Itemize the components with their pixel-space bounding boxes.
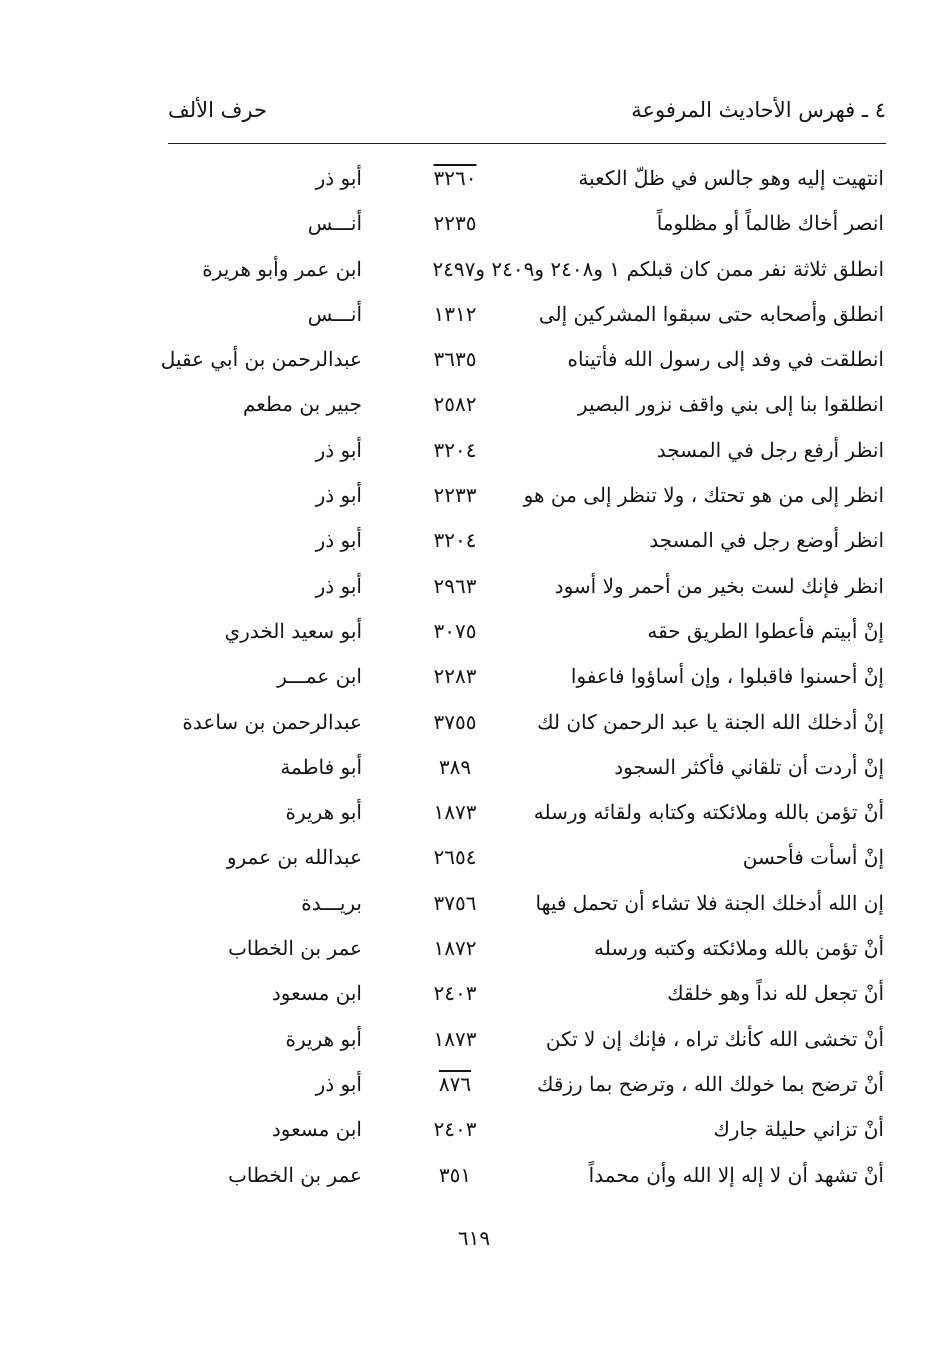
index-row [0,609,948,654]
hadith-text: إنْ أردت أن تلقاني فأكثر السجود [614,754,884,779]
index-row [0,382,948,427]
hadith-number: ٢٤٠٣ [433,1117,477,1142]
hadith-number: ٣٢٦٠ [433,166,477,190]
hadith-number: ٢٢٨٣ [433,664,477,689]
hadith-text: انطلق ثلاثة نفر ممن كان قبلكم ١ و٢٤٠٨ و٢٤٠٩ و٢٤٩٧ [432,256,884,281]
hadith-number: ٣٦٣٥ [433,347,477,372]
hadith-text: أنْ تخشى الله كأنك تراه ، فإنك إن لا تكن [545,1026,884,1051]
hadith-text: انتهيت إليه وهو جالس في ظلّ الكعبة [578,166,884,190]
header-divider [168,143,886,144]
hadith-text: انظر أوضع رجل في المسجد [649,528,884,553]
hadith-number: ٣٧٥٦ [433,890,477,915]
narrator-name: ابن عمر وأبو هريرة [202,256,362,281]
hadith-number: ١٨٧٣ [433,800,477,825]
narrator-name: عمر بن الخطاب [228,1162,362,1187]
hadith-number: ٨٧٦ [438,1071,472,1096]
narrator-name: أبو هريرة [285,800,362,825]
hadith-number: ٣٢٠٤ [433,437,477,462]
index-row [0,1017,948,1062]
index-row [0,564,948,609]
narrator-name: ابن عمـــر [277,664,362,689]
hadith-text: أنْ تزاني حليلة جارك [713,1117,884,1142]
hadith-text: إنْ أبيتم فأعطوا الطريق حقه [647,618,884,643]
hadith-number: ٢٦٥٤ [433,845,477,870]
hadith-text: انظر أرفع رجل في المسجد [656,437,884,462]
hadith-number: ١٨٧٣ [433,1026,477,1051]
narrator-name: أبو فاطمة [280,754,362,779]
hadith-text: انطلقت في وفد إلى رسول الله فأتيناه [567,347,884,372]
narrator-name: ابن مسعود [271,981,362,1006]
index-row [0,1062,948,1107]
index-row [0,518,948,563]
hadith-text: انصر أخاك ظالماً أو مظلوماً [656,211,884,236]
narrator-name: أبو ذر [315,573,362,598]
narrator-name: أبو ذر [315,483,362,508]
hadith-text: أنْ تشهد أن لا إله إلا الله وأن محمداً [588,1162,884,1187]
hadith-text: أنْ تؤمن بالله وملائكته وكتبه ورسله [593,936,884,961]
index-row [0,700,948,745]
narrator-name: أبو سعيد الخدري [224,618,362,643]
index-row [0,337,948,382]
hadith-text: انظر إلى من هو تحتك ، ولا تنظر إلى من هو [523,483,884,508]
narrator-name: جبير بن مطعم [242,392,362,417]
hadith-number: ٢٢٣٣ [433,483,477,508]
hadith-number: ٣٥١ [438,1162,472,1187]
hadith-text: أنْ ترضح بما خولك الله ، وترضح بما رزقك [536,1071,884,1096]
hadith-index-list [0,156,948,1198]
index-row [0,790,948,835]
hadith-text: إن الله أدخلك الجنة فلا تشاء أن تحمل فيها [535,890,884,915]
narrator-name: أبو هريرة [285,1026,362,1051]
index-row [0,292,948,337]
hadith-number: ١٣١٢ [433,301,477,326]
section-title: ٤ ـ فهرس الأحاديث المرفوعة [631,98,886,122]
hadith-text: انظر فإنك لست بخير من أحمر ولا أسود [554,573,884,598]
hadith-number: ٢٤٠٣ [433,981,477,1006]
hadith-number: ١٨٧٢ [433,936,477,961]
index-row [0,971,948,1016]
hadith-text: انطلق وأصحابه حتى سبقوا المشركين إلى [538,301,884,326]
hadith-text: انطلقوا بنا إلى بني واقف نزور البصير [577,392,884,417]
narrator-name: عبدالرحمن بن ساعدة [182,709,362,734]
narrator-name: ابن مسعود [271,1117,362,1142]
narrator-name: أبو ذر [315,437,362,462]
index-row [0,1153,948,1198]
hadith-number: ٣٨٩ [438,754,472,779]
hadith-number: ٣٧٥٥ [433,709,477,734]
hadith-text: أنْ تجعل لله نداً وهو خلقك [667,981,884,1006]
narrator-name: أنـــس [307,301,362,326]
letter-title: حرف الألف [168,98,267,122]
hadith-text: أنْ تؤمن بالله وملائكته وكتابه ولقائه ورسله [533,800,884,825]
hadith-number: ٣٠٧٥ [433,618,477,643]
index-row [0,156,948,201]
index-row [0,201,948,246]
narrator-name: أنـــس [307,211,362,236]
index-row [0,745,948,790]
hadith-number: ٢٢٣٥ [433,211,477,236]
narrator-name: أبو ذر [315,528,362,553]
hadith-number: ٣٢٠٤ [433,528,477,553]
index-row [0,654,948,699]
hadith-number: ٢٩٦٣ [433,573,477,598]
narrator-name: بريـــدة [301,890,362,915]
index-row [0,428,948,473]
index-row [0,926,948,971]
index-row [0,835,948,880]
narrator-name: عمر بن الخطاب [228,936,362,961]
narrator-name: عبدالله بن عمرو [226,845,362,870]
index-row [0,473,948,518]
index-row [0,247,948,292]
index-row [0,1107,948,1152]
page-number: ٦١٩ [457,1226,491,1250]
index-row [0,881,948,926]
narrator-name: أبو ذر [315,166,362,190]
hadith-number: ٢٥٨٢ [433,392,477,417]
narrator-name: أبو ذر [315,1071,362,1096]
hadith-text: إنْ أحسنوا فاقبلوا ، وإن أساؤوا فاعفوا [570,664,884,689]
hadith-text: إنْ أسأت فأحسن [742,845,884,870]
narrator-name: عبدالرحمن بن أبي عقيل [160,347,362,372]
hadith-text: إنْ أدخلك الله الجنة يا عبد الرحمن كان لك [537,709,884,734]
page-header [168,98,886,132]
